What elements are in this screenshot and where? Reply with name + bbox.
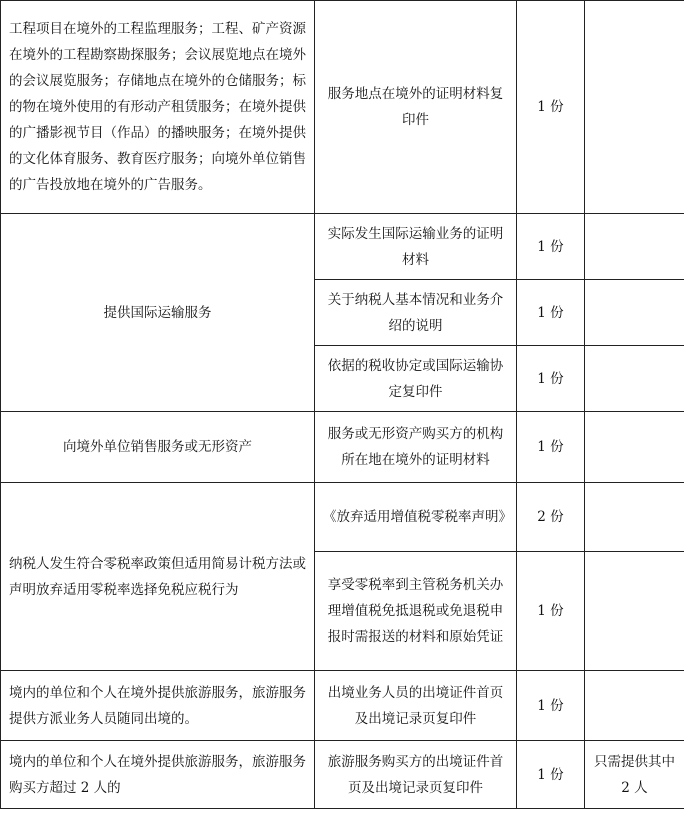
note-cell — [585, 346, 684, 412]
material-cell: 《放弃适用增值税零税率声明》 — [315, 483, 517, 552]
note-cell — [585, 1, 684, 214]
category-cell: 向境外单位销售服务或无形资产 — [1, 412, 315, 483]
material-cell: 旅游服务购买方的出境证件首页及出境记录页复印件 — [315, 741, 517, 809]
table-row — [1, 1, 684, 214]
table-row — [1, 214, 684, 280]
table-row — [1, 412, 684, 483]
category-cell: 境内的单位和个人在境外提供旅游服务，旅游服务提供方派业务人员随同出境的。 — [1, 671, 315, 741]
note-cell — [585, 280, 684, 346]
quantity-cell: 1 份 — [517, 741, 585, 809]
quantity-cell: 2 份 — [517, 483, 585, 552]
quantity-cell: 1 份 — [517, 552, 585, 671]
material-cell: 实际发生国际运输业务的证明材料 — [315, 214, 517, 280]
note-cell — [585, 412, 684, 483]
quantity-cell: 1 份 — [517, 280, 585, 346]
note-cell — [585, 483, 684, 552]
table-row — [1, 483, 684, 552]
note-cell: 只需提供其中 2 人 — [585, 741, 684, 809]
quantity-cell: 1 份 — [517, 1, 585, 214]
note-cell — [585, 214, 684, 280]
table-row — [1, 671, 684, 741]
note-cell — [585, 552, 684, 671]
category-cell: 提供国际运输服务 — [1, 214, 315, 412]
table-row — [1, 741, 684, 809]
quantity-cell: 1 份 — [517, 214, 585, 280]
material-cell: 出境业务人员的出境证件首页及出境记录页复印件 — [315, 671, 517, 741]
material-cell: 依据的税收协定或国际运输协定复印件 — [315, 346, 517, 412]
category-cell: 境内的单位和个人在境外提供旅游服务，旅游服务购买方超过 2 人的 — [1, 741, 315, 809]
category-cell: 工程项目在境外的工程监理服务；工程、矿产资源在境外的工程勘察勘探服务；会议展览地点在境外的会议展览服务；存储地点在境外的仓储服务；标的物在境外使用的有形动产租赁服务；在境外提供的广播影视节目（作品）的播映服务；在境外提供的文化体育服务、教育医疗服务；向境外单位销售的广告投放地在境外的广告服务。 — [1, 1, 315, 214]
quantity-cell: 1 份 — [517, 346, 585, 412]
quantity-cell: 1 份 — [517, 671, 585, 741]
category-cell: 纳税人发生符合零税率政策但适用简易计税方法或声明放弃适用零税率选择免税应税行为 — [1, 483, 315, 671]
quantity-cell: 1 份 — [517, 412, 585, 483]
note-cell — [585, 671, 684, 741]
material-cell: 关于纳税人基本情况和业务介绍的说明 — [315, 280, 517, 346]
material-cell: 服务地点在境外的证明材料复印件 — [315, 1, 517, 214]
material-cell: 服务或无形资产购买方的机构所在地在境外的证明材料 — [315, 412, 517, 483]
material-cell: 享受零税率到主管税务机关办理增值税免抵退税或免退税申报时需报送的材料和原始凭证 — [315, 552, 517, 671]
